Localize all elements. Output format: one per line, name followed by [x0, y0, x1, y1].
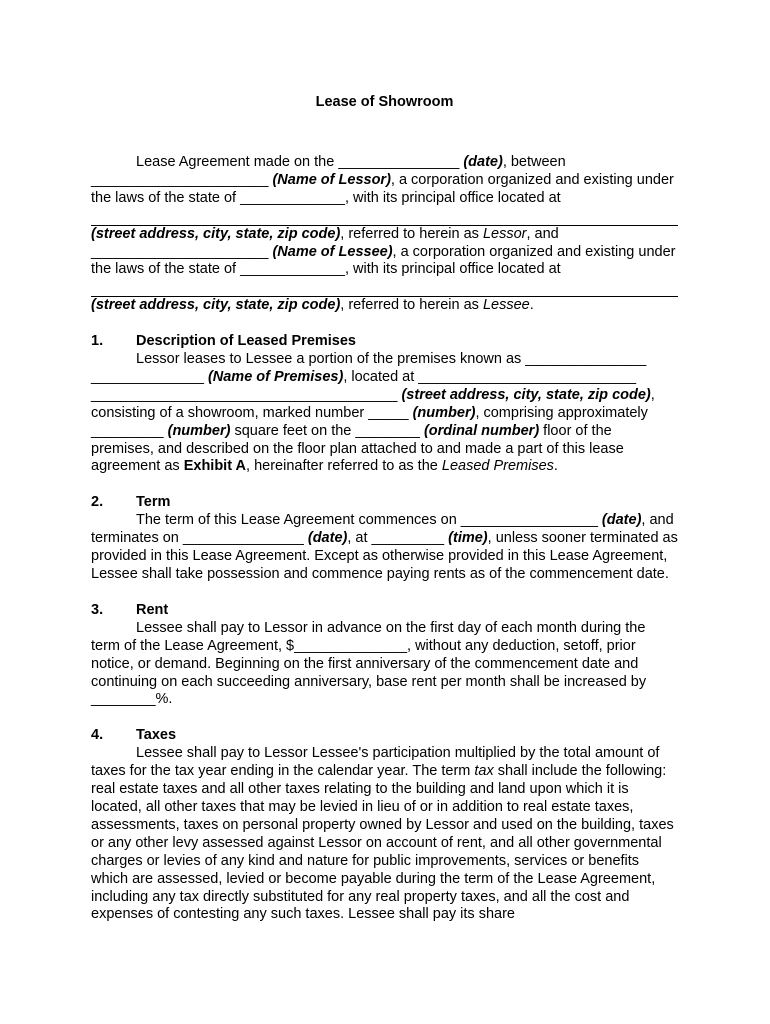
fill-terminate-time: (time)	[448, 530, 488, 547]
intro-lessor-paragraph: Lease Agreement made on the _______________ (date), between ______________________ (Name of Lessor), a corporation organized and existing under the laws of the state of _____________, with its principal office located at	[91, 154, 674, 206]
fill-square-feet: (number)	[167, 422, 231, 439]
fill-terminate-date: (date)	[307, 530, 348, 547]
term-lessor: Lessor	[482, 225, 527, 242]
fill-premises-name: (Name of Premises)	[207, 368, 344, 385]
term-leased-premises: Leased Premises	[441, 458, 554, 475]
section-3-body: Lessee shall pay to Lessor in advance on the first day of each month during the term of the Lease Agreement, $______________, without any deduction, setoff, prior notice, or demand. Beginning on the first anniversary of the commencement date and continuing on each succeeding anniversary, base rent per month shall be increased by ________%.	[91, 619, 647, 708]
section-3-heading: 3. Rent	[91, 601, 169, 618]
section-4-body: Lessee shall pay to Lessor Lessee's participation multiplied by the total amount of taxes for the tax year ending in the calendar year. The term tax shall include the following: real estate taxes and all other taxes relating to the building and land upon which it is located, all other taxes that may be levied in lieu of or in addition to real estate taxes, assessments, taxes on personal property owned by Lessor and used on the building, taxes or any other levy assessed against Lessor on account of rent, and all other governmental charges or levies of any kind and nature for public improvements, services or benefits which are assessed, levied or become payable during the term of the Lease Agreement, including any tax directly substituted for any real property taxes, and all the cost and expenses of contesting any such taxes. Lessee shall pay its share	[91, 745, 674, 923]
fill-date: (date)	[463, 154, 503, 170]
blank-line	[91, 208, 678, 226]
document-title: Lease of Showroom	[315, 94, 454, 110]
fill-commence-date: (date)	[601, 512, 642, 529]
intro-lessor-address: (street address, city, state, zip code), referred to herein as Lessor, and ______________________ (Name of Lessee), a corporation organized and existing under the laws of the state of _____________, with its principal office located at	[91, 225, 676, 278]
section-2-heading: 2. Term	[91, 494, 171, 511]
fill-floor-ordinal: (ordinal number)	[423, 422, 540, 439]
fill-premises-address: (street address, city, state, zip code)	[401, 386, 651, 403]
fill-showroom-number: (number)	[412, 404, 476, 421]
section-2-body: The term of this Lease Agreement commences on _________________ (date), and terminates on _______________ (date), at _________ (time), unless sooner terminated as provided in this Lease Agreement. Except as otherwise provided in this Lease Agreement, Lessee shall take possession and commence paying rents as of the commencement date.	[91, 512, 678, 582]
fill-lessee-address: (street address, city, state, zip code)	[91, 297, 341, 314]
fill-lessor-name: (Name of Lessor)	[272, 171, 391, 188]
blank-line	[91, 279, 678, 297]
section-1-heading: 1. Description of Leased Premises	[91, 333, 356, 350]
term-lessee: Lessee	[482, 297, 530, 314]
intro-lessee-address: (street address, city, state, zip code), referred to herein as Lessee.	[91, 297, 534, 314]
section-4-heading: 4. Taxes	[91, 727, 177, 744]
term-tax: tax	[474, 763, 494, 780]
fill-lessor-address: (street address, city, state, zip code)	[91, 225, 341, 242]
fill-lessee-name: (Name of Lessee)	[272, 243, 393, 260]
exhibit-label: Exhibit A	[183, 458, 247, 475]
section-1-body: Lessor leases to Lessee a portion of the premises known as _______________ ______________ (Name of Premises), located at ___________________________ ______________________________________ (street address, city, state, zip code), consisting of a showroom, marked number _____ (number), comprising approximately _________ (number) square feet on the ________ (ordinal number) floor of the premises, and described on the floor plan attached to and made a part of this lease agreement as Exhibit A, hereinafter referred to as the Leased Premises.	[91, 351, 655, 475]
